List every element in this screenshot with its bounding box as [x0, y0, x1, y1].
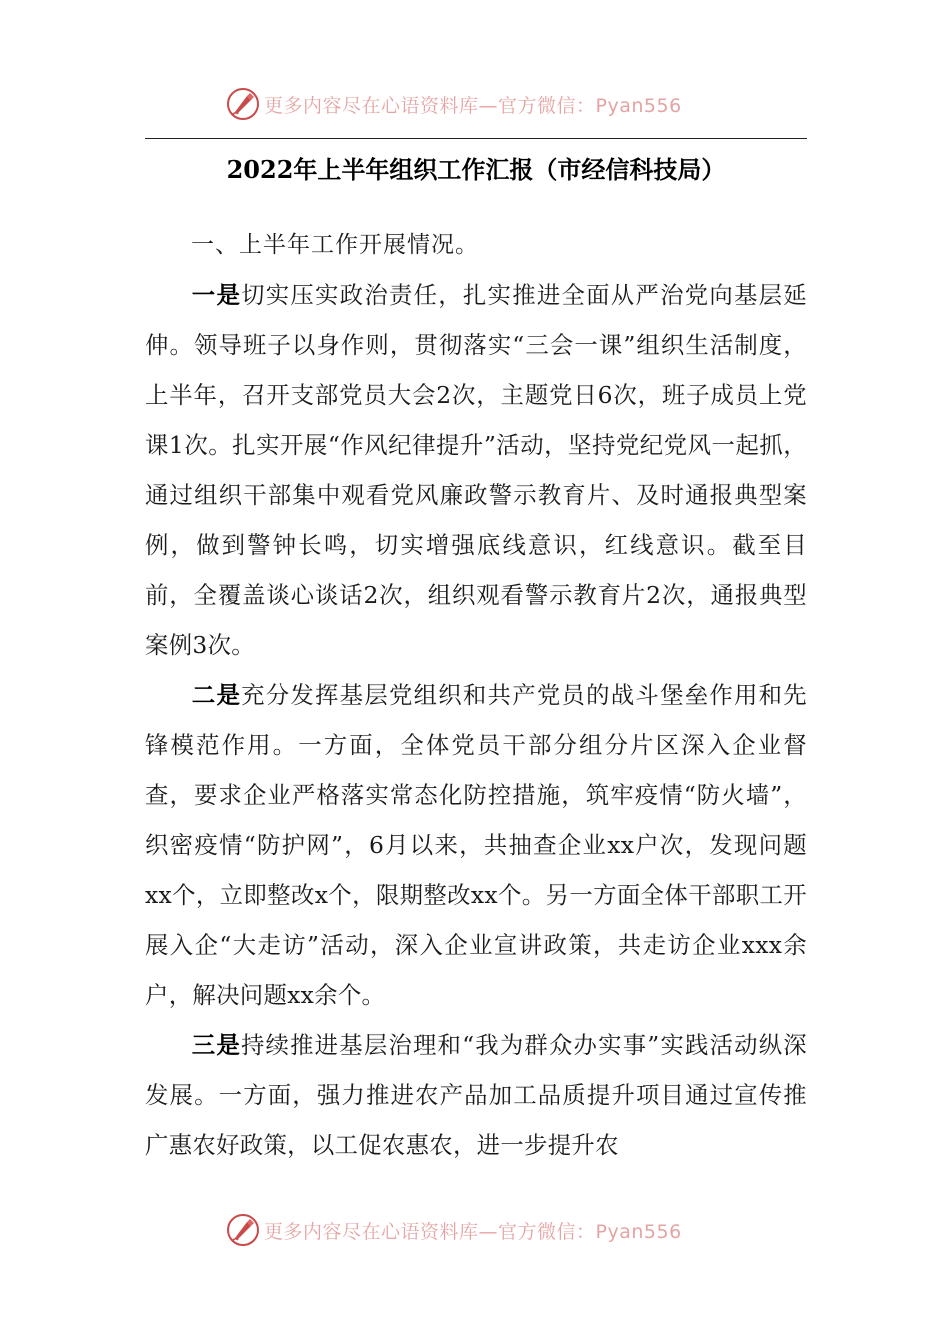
- paragraph: [145, 1020, 807, 1170]
- paragraph-text: 持续推进基层治理和“我为群众办实事”实践活动纵深发展。一方面，强力推进农产品加工品质提升项目通过宣传推广惠农好政策，以工促农惠农，进一步提升农: [145, 1031, 807, 1159]
- pen-nib-icon: [226, 1213, 260, 1247]
- watermark-header: [226, 86, 682, 122]
- paragraph: [145, 270, 807, 670]
- pen-nib-icon: [226, 87, 260, 121]
- paragraph-lead: 一是: [191, 281, 242, 309]
- document-body: [145, 220, 807, 1170]
- watermark-text: 更多内容尽在心语资料库—官方微信：Pyan556: [264, 1220, 682, 1243]
- header-divider: [145, 138, 807, 139]
- watermark-text: 更多内容尽在心语资料库—官方微信：Pyan556: [264, 94, 682, 117]
- section-heading: 一、上半年工作开展情况。: [191, 232, 479, 258]
- watermark-footer: [226, 1212, 682, 1248]
- paragraph-lead: 二是: [191, 681, 242, 709]
- paragraph: [145, 670, 807, 1020]
- paragraph-text: 充分发挥基层党组织和共产党员的战斗堡垒作用和先锋模范作用。一方面，全体党员干部分组分片区深入企业督查，要求企业严格落实常态化防控措施，筑牢疫情“防火墙”，织密疫情“防护网”，6月以来，共抽查企业xx户次，发现问题xx个，立即整改x个，限期整改xx个。另一方面全体干部职工开展入企“大走访”活动，深入企业宣讲政策，共走访企业xxx余户，解决问题xx余个。: [145, 681, 807, 1009]
- page-title: 2022年上半年组织工作汇报（市经信科技局）: [226, 155, 726, 184]
- paragraph-text: 切实压实政治责任，扎实推进全面从严治党向基层延伸。领导班子以身作则，贯彻落实“三会一课”组织生活制度，上半年，召开支部党员大会2次，主题党日6次，班子成员上党课1次。扎实开展“作风纪律提升”活动，坚持党纪党风一起抓，通过组织干部集中观看党风廉政警示教育片、及时通报典型案例，做到警钟长鸣，切实增强底线意识，红线意识。截至目前，全覆盖谈心谈话2次，组织观看警示教育片2次，通报典型案例3次。: [145, 281, 807, 659]
- paragraph-lead: 三是: [191, 1031, 241, 1059]
